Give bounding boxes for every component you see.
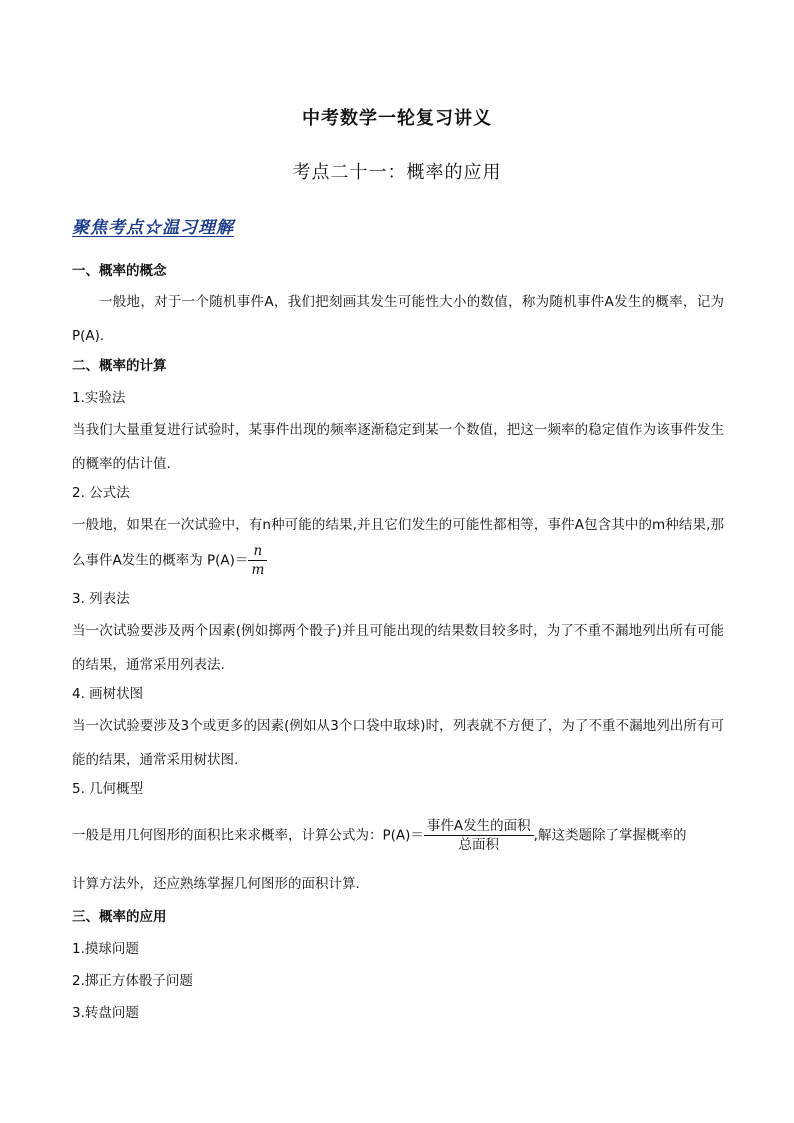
section-3-heading: 三、概率的应用 xyxy=(72,909,167,925)
method-5-prefix: 一般是用几何图形的面积比来求概率，计算公式为：P(A)＝ xyxy=(72,827,424,844)
section-2-heading: 二、概率的计算 xyxy=(72,358,167,374)
probability-fraction xyxy=(248,542,267,579)
method-5-formula-line xyxy=(72,817,724,854)
area-denominator: 总面积 xyxy=(458,837,500,853)
section-1-body: 一般地，对于一个随机事件A，我们把刻画其发生可能性大小的数值，称为随机事件A发生的概率，记为P(A). xyxy=(72,294,724,344)
method-5-title: 5. 几何概型 xyxy=(72,781,144,797)
fraction-numerator: n xyxy=(248,542,267,561)
list-item: 3.转盘问题 xyxy=(72,1005,139,1021)
document-subtitle: 考点二十一：概率的应用 xyxy=(292,162,502,183)
fraction-denominator: m xyxy=(251,562,265,578)
method-1-title: 1.实验法 xyxy=(72,390,126,406)
method-3-body: 当一次试验要涉及两个因素(例如掷两个骰子)并且可能出现的结果数目较多时，为了不重不漏地列出所有可能的结果，通常采用列表法. xyxy=(72,623,724,673)
list-item: 2.掷正方体骰子问题 xyxy=(72,973,193,989)
method-2-paragraph xyxy=(72,508,724,579)
section-1-heading: 一、概率的概念 xyxy=(72,263,167,279)
method-4-title: 4. 画树状图 xyxy=(72,686,144,702)
method-3-title: 3. 列表法 xyxy=(72,591,130,607)
method-5-tail: 计算方法外，还应熟练掌握几何图形的面积计算. xyxy=(72,876,360,892)
area-numerator: 事件A发生的面积 xyxy=(424,817,534,836)
method-2-body: 一般地，如果在一次试验中，有n种可能的结果,并且它们发生的可能性都相等，事件A包含其中的m种结果,那么事件A发生的概率为 P(A)＝ xyxy=(72,517,724,569)
area-fraction xyxy=(424,817,534,854)
section-banner: 聚焦考点☆温习理解 xyxy=(72,218,234,238)
method-5-suffix: ,解这类题除了掌握概率的 xyxy=(533,827,687,844)
document-title: 中考数学一轮复习讲义 xyxy=(302,108,492,129)
method-4-body: 当一次试验要涉及3个或更多的因素(例如从3个口袋中取球)时，列表就不方便了，为了不重不漏地列出所有可能的结果，通常采用树状图. xyxy=(72,718,724,768)
method-2-title: 2. 公式法 xyxy=(72,485,130,501)
list-item: 1.摸球问题 xyxy=(72,941,139,957)
method-1-body: 当我们大量重复进行试验时，某事件出现的频率逐渐稳定到某一个数值，把这一频率的稳定值作为该事件发生的概率的估计值. xyxy=(72,422,724,472)
